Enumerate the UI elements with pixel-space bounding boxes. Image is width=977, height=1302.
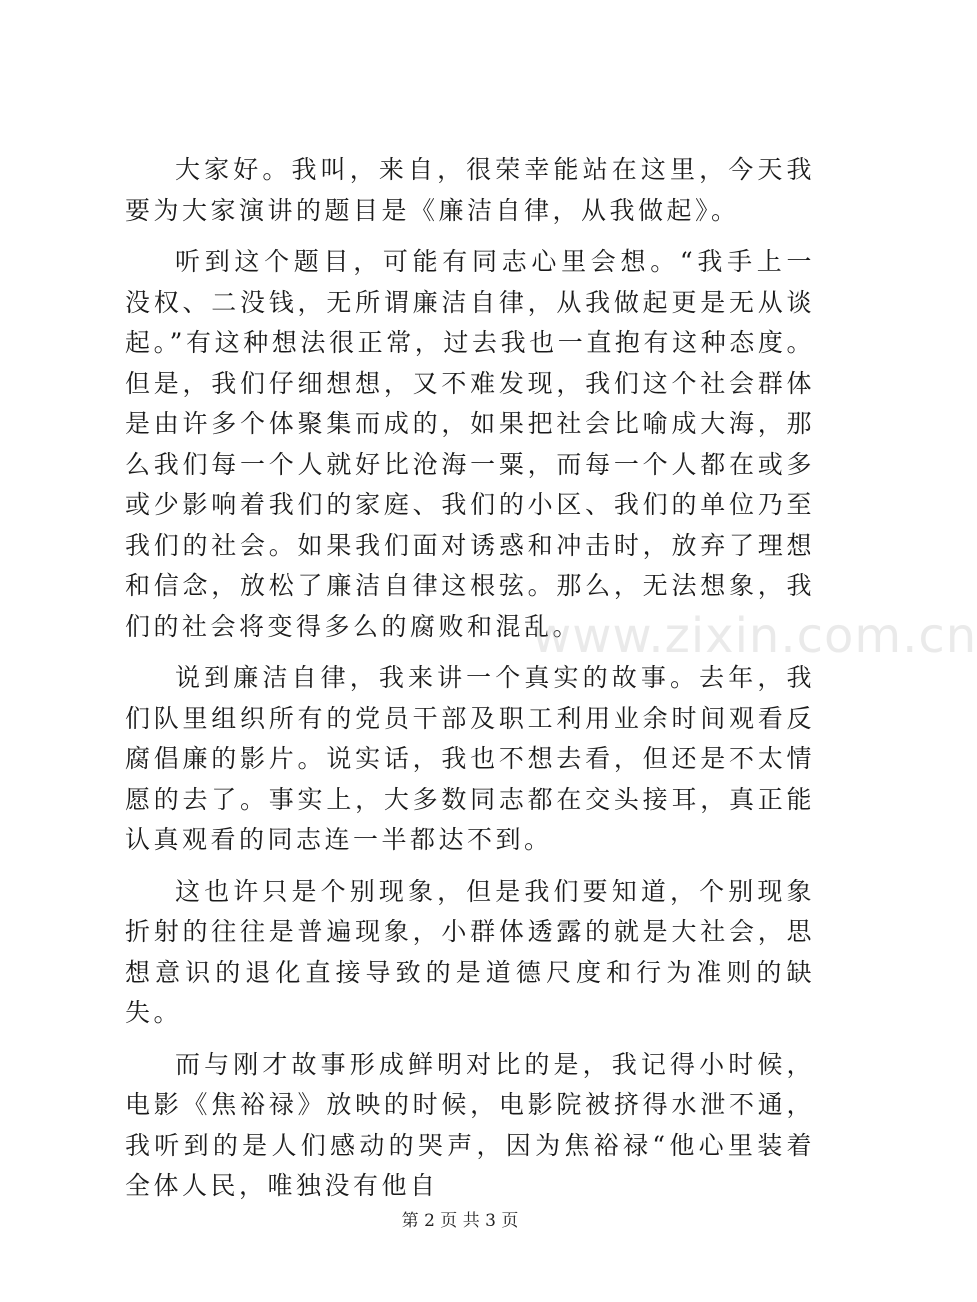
paragraph-4: 这也许只是个别现象，但是我们要知道，个别现象折射的往往是普遍现象，小群体透露的就是大社会，思想意识的退化直接导致的是道德尺度和行为准则的缺失。 [125,876,815,1027]
paragraph-5: 而与刚才故事形成鲜明对比的是，我记得小时候，电影《焦裕禄》放映的时候，电影院被挤得水泄不通，我听到的是人们感动的哭声，因为焦裕禄“他心里装着全体人民，唯独没有他自 [125,1049,815,1200]
paragraph-2: 听到这个题目，可能有同志心里会想。“我手上一没权、二没钱，无所谓廉洁自律，从我做起更是无从谈起。”有这种想法很正常，过去我也一直抱有这种态度。但是，我们仔细想想，又不难发现，我们这个社会群体是由许多个体聚集而成的，如果把社会比喻成大海，那么我们每一个人就好比沧海一粟，而每一个人都在或多或少影响着我们的家庭、我们的小区、我们的单位乃至我们的社会。如果我们面对诱惑和冲击时，放弃了理想和信念，放松了廉洁自律这根弦。那么，无法想象，我们的社会将变得多么的腐败和混乱。 [125,247,815,641]
watermark: www.zixin.com.cn [532,608,977,664]
page-footer: 第 2 页 共 3 页 [401,1211,519,1231]
paragraph-1: 大家好。我叫，来自，很荣幸能站在这里，今天我要为大家演讲的题目是《廉洁自律，从我做起》。 [125,155,815,225]
body-text [125,150,815,1218]
paragraph-3: 说到廉洁自律，我来讲一个真实的故事。去年，我们队里组织所有的党员干部及职工利用业余时间观看反腐倡廉的影片。说实话，我也不想去看，但还是不太情愿的去了。事实上，大多数同志都在交头接耳，真正能认真观看的同志连一半都达不到。 [125,663,815,854]
